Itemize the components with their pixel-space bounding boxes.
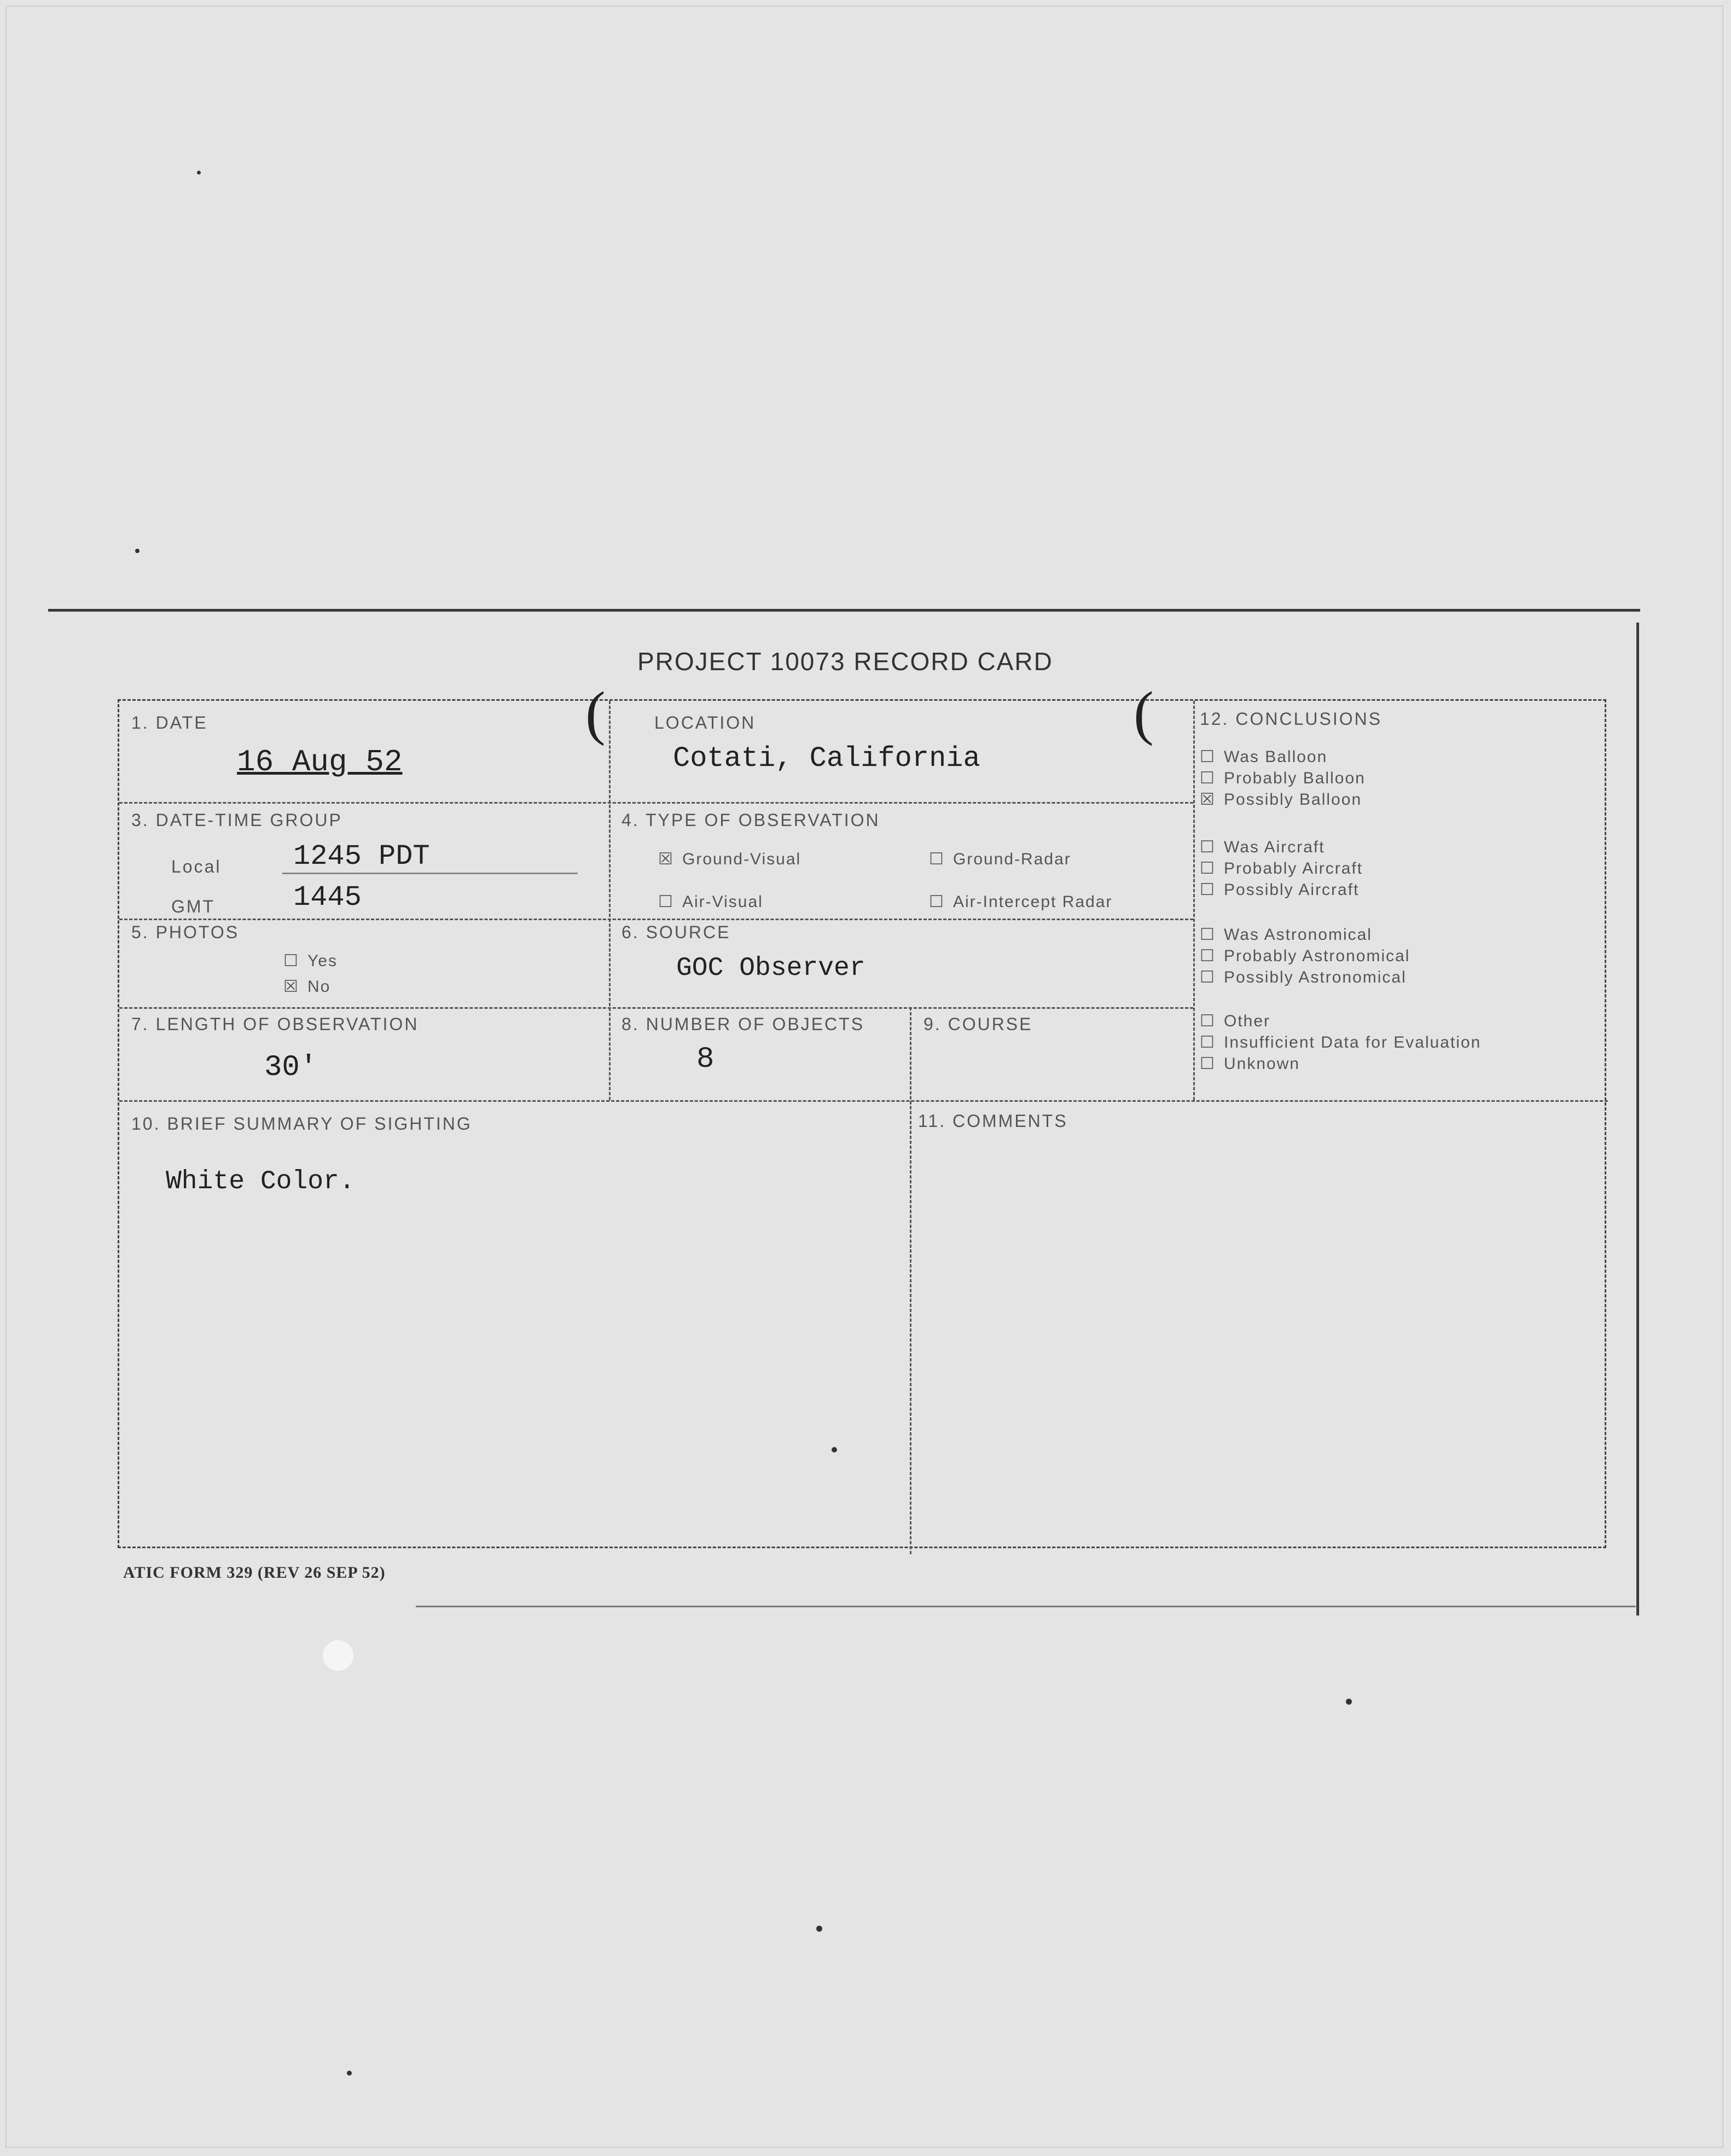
conclusion-option[interactable]: [1200, 1054, 1300, 1073]
conclusion-option[interactable]: [1200, 1012, 1270, 1031]
checkbox-icon: ☐: [283, 952, 299, 970]
conclusion-option[interactable]: [1200, 880, 1359, 899]
option-label: Insufficient Data for Evaluation: [1224, 1033, 1482, 1051]
punch-mark: (: [1134, 679, 1154, 746]
scan-speck: [347, 2071, 352, 2076]
comments-label: 11. COMMENTS: [918, 1111, 1068, 1131]
option-label: Ground-Radar: [953, 850, 1071, 868]
card-top-edge: [48, 609, 1640, 612]
type-option[interactable]: [658, 850, 801, 869]
number-label: 8. NUMBER OF OBJECTS: [621, 1014, 865, 1034]
local-underline: [282, 873, 578, 874]
checkbox-icon: ☐: [1200, 769, 1216, 787]
conclusion-option[interactable]: [1200, 946, 1410, 966]
summary-value: White Color.: [166, 1167, 355, 1196]
local-label: Local: [171, 857, 222, 876]
source-value: GOC Observer: [676, 954, 866, 983]
checkbox-icon: ☐: [929, 850, 945, 868]
photos-option[interactable]: [283, 951, 338, 971]
option-label: Probably Astronomical: [1224, 947, 1410, 965]
option-label: Unknown: [1224, 1055, 1300, 1073]
scan-speck: [323, 1640, 353, 1671]
conclusion-option[interactable]: [1200, 968, 1407, 987]
type-option[interactable]: [929, 892, 1112, 911]
date-value: 16 Aug 52: [237, 745, 403, 780]
date-label: 1. DATE: [131, 713, 208, 733]
checkbox-icon: ☐: [1200, 947, 1216, 965]
photos-option[interactable]: [283, 977, 330, 996]
checkbox-icon: ☐: [658, 893, 674, 911]
dtg-label: 3. DATE-TIME GROUP: [131, 810, 342, 830]
checkbox-icon: ☐: [1200, 859, 1216, 877]
checkbox-icon: ☐: [1200, 881, 1216, 899]
option-label: Probably Balloon: [1224, 769, 1366, 787]
scan-speck: [816, 1926, 822, 1932]
grid-divider: [609, 701, 611, 1100]
scan-speck: [1346, 1699, 1352, 1705]
type-option[interactable]: [658, 892, 763, 911]
course-label: 9. COURSE: [923, 1014, 1033, 1034]
checkbox-icon: ☒: [1200, 791, 1216, 809]
footer-rule: [416, 1606, 1636, 1607]
type-label: 4. TYPE OF OBSERVATION: [621, 810, 880, 830]
grid-divider: [1193, 701, 1195, 1100]
option-label: Air-Visual: [682, 893, 763, 911]
option-label: Yes: [307, 952, 338, 970]
scan-speck: [135, 549, 140, 553]
checkbox-icon: ☐: [1200, 1033, 1216, 1051]
gmt-value: 1445: [293, 881, 362, 914]
option-label: Was Balloon: [1224, 748, 1328, 766]
option-label: Was Astronomical: [1224, 926, 1372, 944]
conclusion-option[interactable]: [1200, 1033, 1481, 1052]
conclusion-option[interactable]: [1200, 838, 1325, 857]
location-value: Cotati, California: [673, 742, 980, 775]
checkbox-icon: ☒: [658, 850, 674, 868]
number-value: 8: [696, 1043, 715, 1076]
checkbox-icon: ☐: [1200, 838, 1216, 856]
checkbox-icon: ☐: [929, 893, 945, 911]
option-label: Possibly Astronomical: [1224, 968, 1407, 986]
grid-divider: [119, 1007, 1193, 1009]
gmt-label: GMT: [171, 897, 216, 916]
checkbox-icon: ☐: [1200, 1055, 1216, 1073]
option-label: Ground-Visual: [682, 850, 801, 868]
conclusion-option[interactable]: [1200, 747, 1327, 766]
conclusion-option[interactable]: [1200, 790, 1362, 809]
location-label: LOCATION: [654, 713, 756, 733]
local-value: 1245 PDT: [293, 840, 430, 873]
checkbox-icon: ☐: [1200, 926, 1216, 944]
grid-divider: [119, 919, 1193, 920]
conclusion-option[interactable]: [1200, 769, 1366, 788]
option-label: No: [307, 978, 331, 996]
source-label: 6. SOURCE: [621, 922, 731, 942]
summary-label: 10. BRIEF SUMMARY OF SIGHTING: [131, 1114, 472, 1134]
checkbox-icon: ☐: [1200, 748, 1216, 766]
checkbox-icon: ☐: [1200, 968, 1216, 986]
scan-speck: [197, 171, 201, 175]
length-value: 30': [264, 1051, 318, 1084]
option-label: Air-Intercept Radar: [953, 893, 1113, 911]
card-right-edge: [1636, 623, 1639, 1615]
option-label: Possibly Aircraft: [1224, 881, 1360, 899]
conclusion-option[interactable]: [1200, 859, 1363, 878]
record-card: [118, 699, 1606, 1548]
option-label: Was Aircraft: [1224, 838, 1325, 856]
option-label: Probably Aircraft: [1224, 859, 1363, 877]
card-title: PROJECT 10073 RECORD CARD: [637, 647, 1053, 676]
photos-label: 5. PHOTOS: [131, 922, 240, 942]
punch-mark: (: [585, 679, 606, 746]
option-label: Possibly Balloon: [1224, 791, 1362, 809]
type-option[interactable]: [929, 850, 1071, 869]
conclusions-label: 12. CONCLUSIONS: [1200, 709, 1383, 729]
form-footer: ATIC FORM 329 (REV 26 SEP 52): [123, 1564, 386, 1582]
grid-divider: [119, 1100, 1608, 1102]
grid-divider: [910, 1007, 911, 1554]
checkbox-icon: ☐: [1200, 1012, 1216, 1030]
grid-divider: [119, 802, 1193, 804]
conclusion-option[interactable]: [1200, 925, 1372, 944]
checkbox-icon: ☒: [283, 978, 299, 996]
length-label: 7. LENGTH OF OBSERVATION: [131, 1014, 419, 1034]
option-label: Other: [1224, 1012, 1271, 1030]
